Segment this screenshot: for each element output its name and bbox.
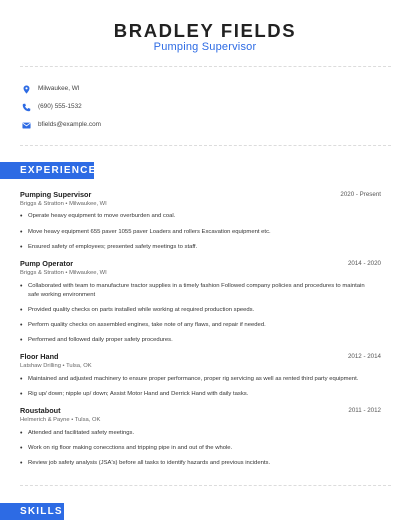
job-bullet: • Rig up/ down; nipple up/ down; Assist Motor Hand and Derrick Hand with daily tasks. [20, 391, 249, 398]
job-title: Pump Operator [20, 259, 74, 268]
job-company: Briggs & Stratton • Milwaukee, WI [20, 201, 107, 207]
job-title: Roustabout [20, 406, 61, 415]
bullet-dot: • [20, 391, 23, 398]
job-bullet: • Perform quality checks on assembled engines, take note of any flaws, and repair if needed. [20, 322, 266, 329]
job-bullet: • Operate heavy equipment to move overburden and coal. [20, 213, 176, 220]
phone-text: (690) 555-1532 [38, 103, 82, 110]
contact-phone [22, 101, 82, 113]
candidate-title: Pumping Supervisor [153, 41, 257, 53]
job-dates: 2011 - 2012 [348, 407, 381, 414]
job-company: Briggs & Stratton • Milwaukee, WI [20, 270, 107, 276]
bullet-dot: • [20, 430, 23, 437]
job-title: Floor Hand [20, 352, 59, 361]
job-company: Helmerich & Payne • Tulsa, OK [20, 417, 101, 423]
skills-heading: SKILLS [0, 503, 64, 520]
job-bullet: • Performed and followed daily proper safety procedures. [20, 337, 173, 344]
bullet-dot: • [20, 229, 23, 236]
map-pin-icon [22, 85, 31, 94]
job-company: Latshaw Drilling • Tulsa, OK [20, 363, 92, 369]
bullet-dot: • [20, 213, 23, 220]
divider [20, 66, 391, 67]
job-dates: 2012 - 2014 [347, 353, 381, 360]
job-dates: 2014 - 2020 [347, 260, 381, 267]
job-bullet: • Ensured safety of employees; presented safety meetings to staff. [20, 244, 198, 251]
job-bullet: • Work on rig floor making conecctions and tripping pipe in and out of the whole. [20, 445, 233, 452]
bullet-dot: • [20, 445, 23, 452]
email-text: bfields@example.com [38, 121, 101, 128]
divider [20, 485, 391, 486]
divider [20, 145, 391, 146]
job-bullet: • Attended and facilitated safety meetings. [20, 430, 135, 437]
phone-icon [22, 103, 31, 112]
bullet-dot: • [20, 460, 23, 467]
job-bullet: • Collaborated with team to manufacture tractor supplies in a timely fashion Followed company policies and procedures to maintain safe working environment [20, 283, 365, 298]
job-bullet: • Provided quality checks on parts installed while working at required production speeds. [20, 307, 255, 314]
bullet-dot: • [20, 307, 23, 314]
bullet-dot: • [20, 283, 23, 290]
contact-location [22, 83, 80, 95]
bullet-dot: • [20, 322, 23, 329]
job-title: Pumping Supervisor [20, 190, 92, 199]
job-bullet: • Move heavy equipment 655 paver 1055 paver Loaders and rollers Excavation equipment etc. [20, 229, 271, 236]
candidate-name: BRADLEY FIELDS [113, 20, 297, 41]
experience-heading: EXPERIENCE [0, 162, 94, 179]
job-bullet: • Maintained and adjusted machinery to ensure proper performance, proper rig servicing as well as rented third party equipment. [20, 376, 359, 383]
contact-email [22, 119, 101, 131]
location-text: Milwaukee, WI [38, 85, 80, 92]
envelope-icon [22, 121, 31, 130]
job-dates: 2020 - Present [340, 191, 381, 198]
bullet-dot: • [20, 244, 23, 251]
job-bullet: • Review job safety analysis (JSA's) before all tasks to identify hazards and previous incidents. [20, 460, 271, 467]
bullet-dot: • [20, 376, 23, 383]
bullet-dot: • [20, 337, 23, 344]
